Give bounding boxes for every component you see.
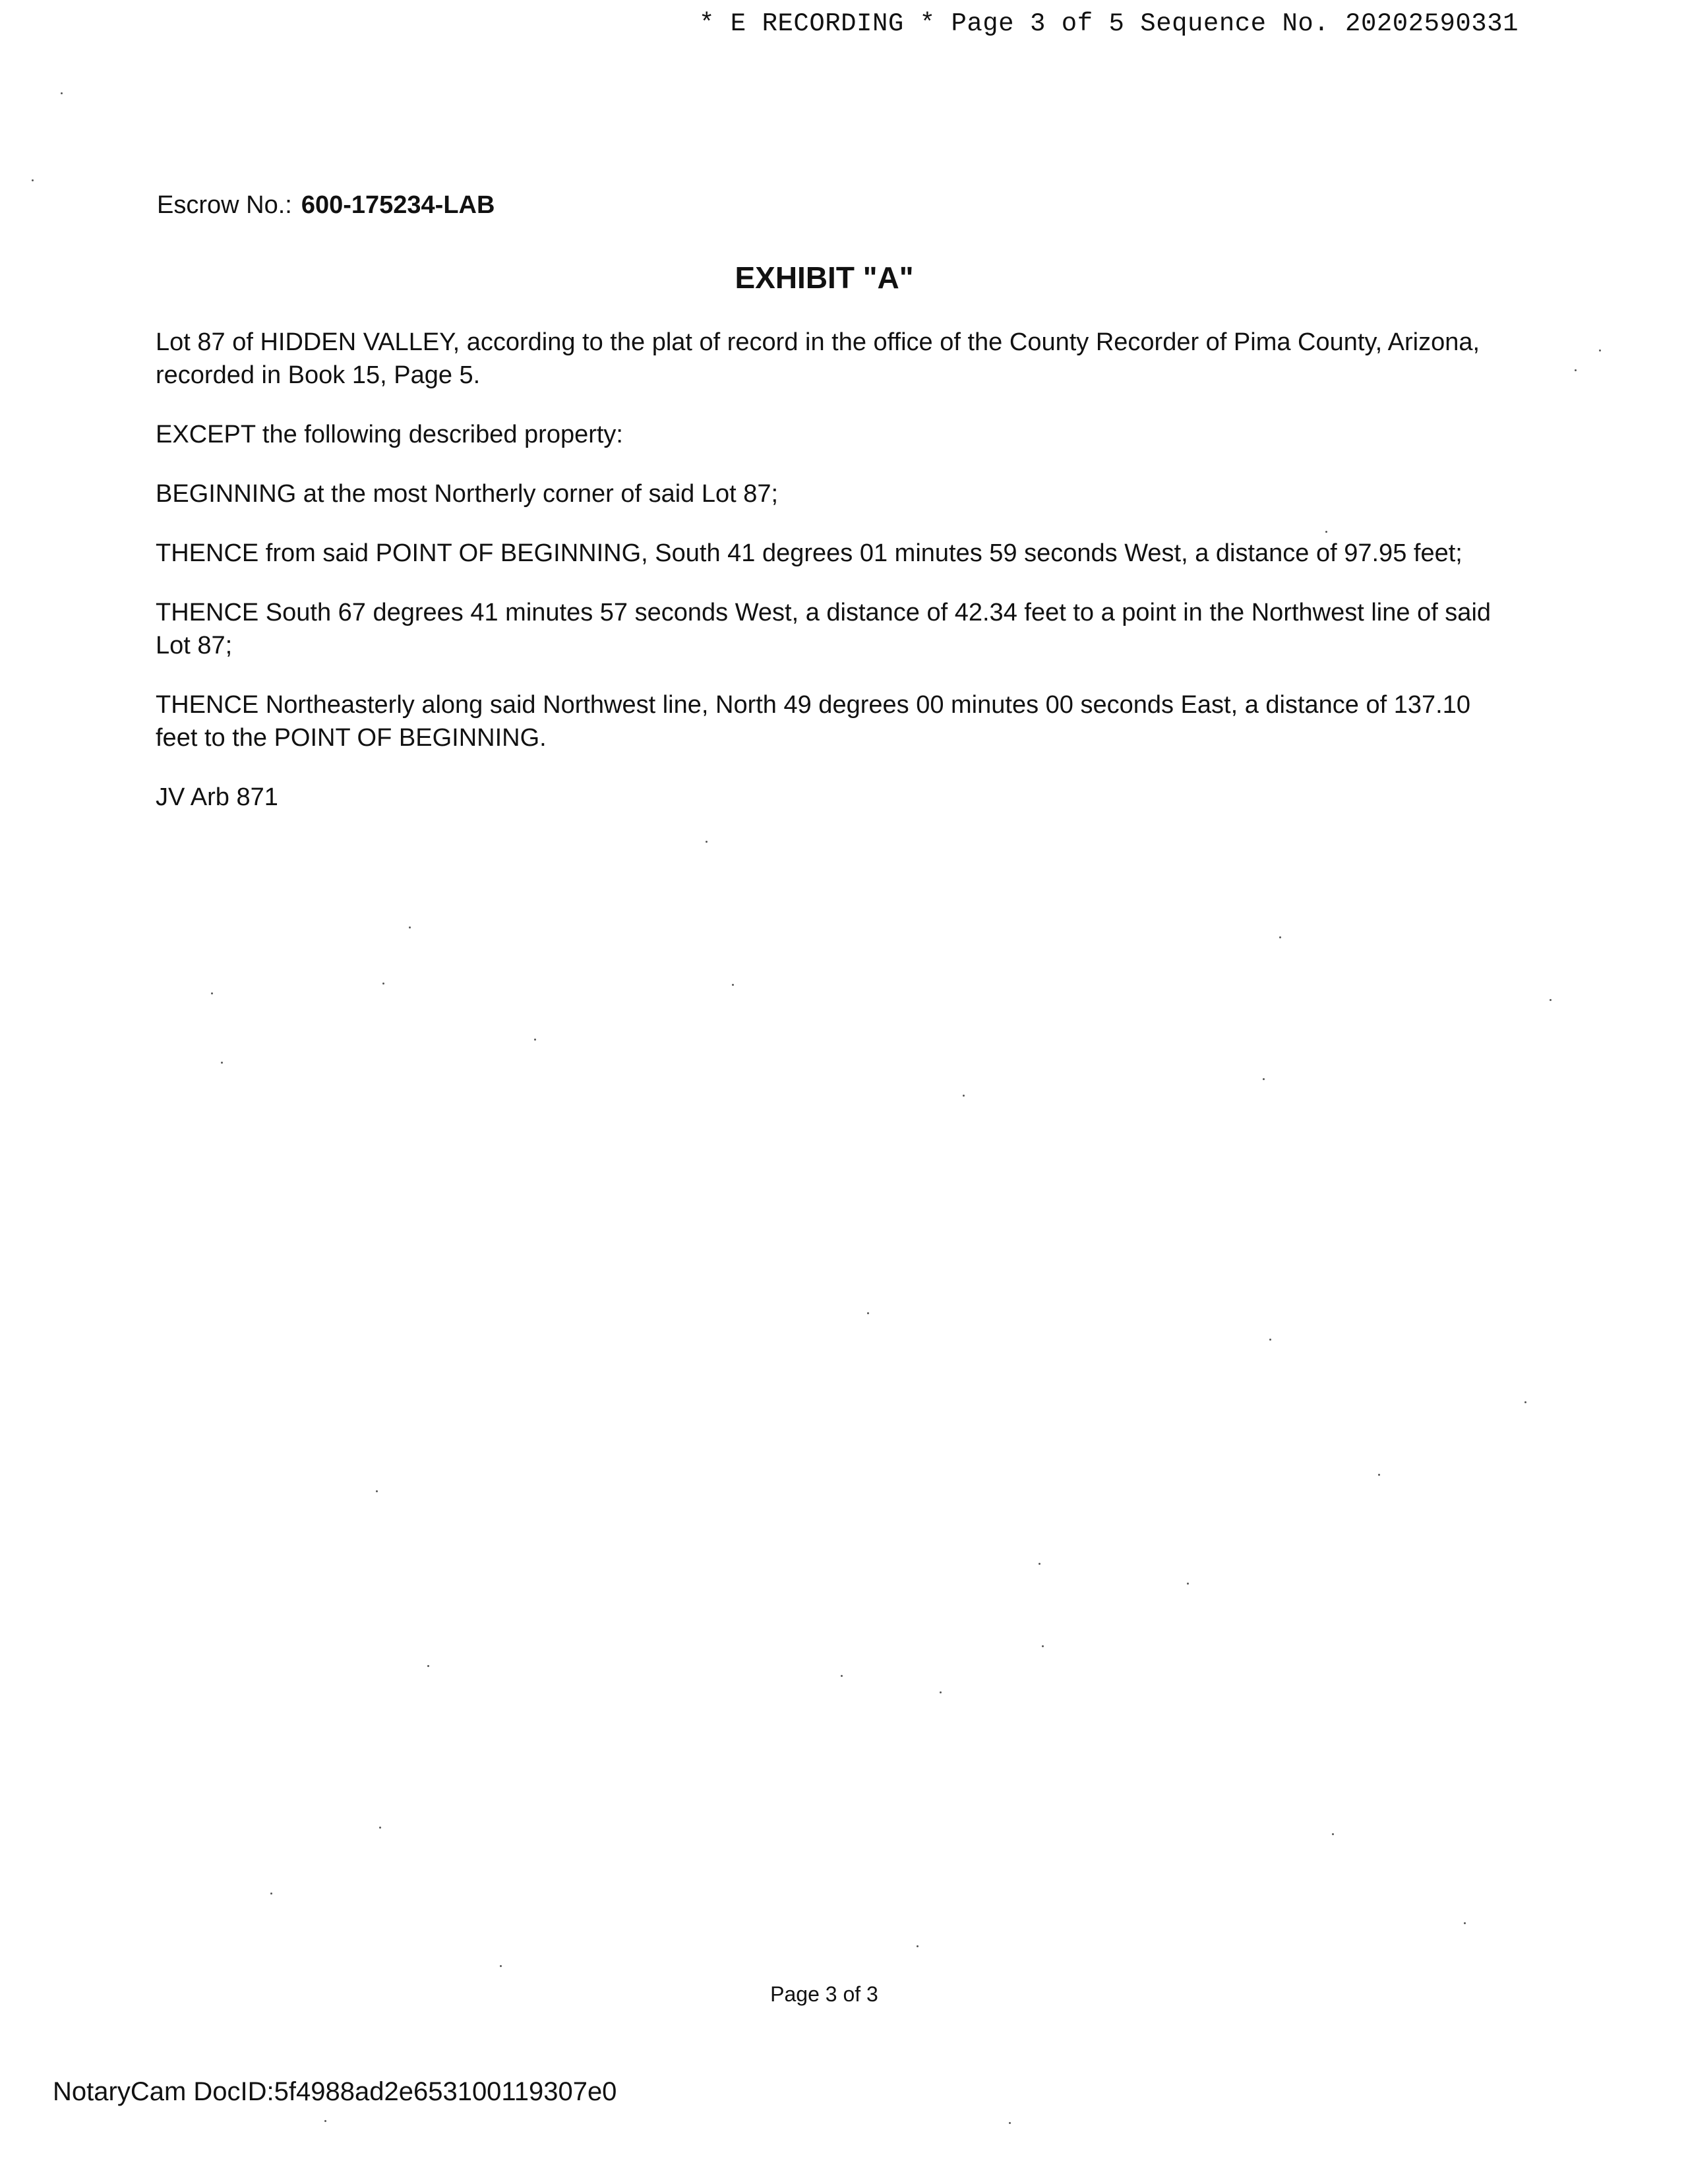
scan-speck (221, 1062, 223, 1064)
scan-speck (1378, 1474, 1380, 1476)
scan-speck (61, 92, 63, 94)
scan-speck (1524, 1401, 1526, 1403)
paragraph-reference: JV Arb 871 (156, 783, 278, 811)
scan-speck (1279, 936, 1281, 938)
scan-speck (1187, 1583, 1189, 1585)
scan-speck (324, 2120, 326, 2122)
scan-speck (1550, 999, 1552, 1001)
scan-speck (211, 992, 213, 994)
scan-speck (732, 984, 734, 986)
scan-speck (1464, 1922, 1466, 1924)
scan-speck (1599, 349, 1601, 351)
paragraph-thence-1: THENCE from said POINT OF BEGINNING, South 41 degrees 01 minutes 59 seconds West, a distance of 97.95 feet; (156, 539, 1462, 567)
scan-speck (500, 1965, 502, 1967)
scan-speck (706, 841, 708, 843)
paragraph-beginning: BEGINNING at the most Northerly corner of said Lot 87; (156, 480, 779, 508)
scan-speck (867, 1312, 869, 1314)
scan-speck (1575, 369, 1577, 371)
scan-speck (376, 1490, 378, 1492)
paragraph-thence-3: THENCE Northeasterly along said Northwest line, North 49 degrees 00 minutes 00 seconds East, a distance of 137.10 feet to the POINT OF BEGINNING. (156, 691, 1470, 752)
paragraph-thence-2: THENCE South 67 degrees 41 minutes 57 seconds West, a distance of 42.34 feet to a point in the Northwest line of said Lot 87; (156, 599, 1492, 659)
exhibit-title: EXHIBIT "A" (735, 260, 914, 295)
scan-speck (379, 1827, 381, 1829)
scan-speck (940, 1691, 942, 1693)
scan-speck (917, 1945, 919, 1947)
scan-speck (1039, 1563, 1040, 1565)
scan-speck (427, 1665, 429, 1667)
escrow-line (157, 191, 495, 220)
page-number: Page 3 of 3 (770, 1982, 878, 2006)
scan-speck (409, 926, 411, 928)
paragraph-lot: Lot 87 of HIDDEN VALLEY, according to the plat of record in the office of the County Recorder of Pima County, Arizona, recorded in Book 15, Page 5. (156, 328, 1480, 389)
scan-speck (1263, 1078, 1265, 1080)
recording-header: * E RECORDING * Page 3 of 5 Sequence No. 20202590331 (699, 9, 1519, 38)
scan-speck (963, 1095, 965, 1097)
scan-speck (1009, 2122, 1011, 2124)
scan-speck (1325, 531, 1327, 533)
scan-speck (1042, 1645, 1044, 1647)
escrow-label: Escrow No.: (157, 191, 292, 219)
scan-speck (534, 1039, 536, 1041)
scan-speck (32, 179, 34, 181)
paragraph-except: EXCEPT the following described property: (156, 421, 623, 448)
legal-description (156, 326, 1494, 840)
scan-speck (841, 1675, 843, 1677)
scan-speck (382, 983, 384, 985)
scan-speck (1269, 1339, 1271, 1341)
scan-speck (1332, 1833, 1334, 1835)
escrow-number: 600-175234-LAB (301, 191, 495, 219)
notary-doc-id: NotaryCam DocID:5f4988ad2e653100119307e0 (53, 2077, 617, 2106)
scan-speck (270, 1893, 272, 1895)
